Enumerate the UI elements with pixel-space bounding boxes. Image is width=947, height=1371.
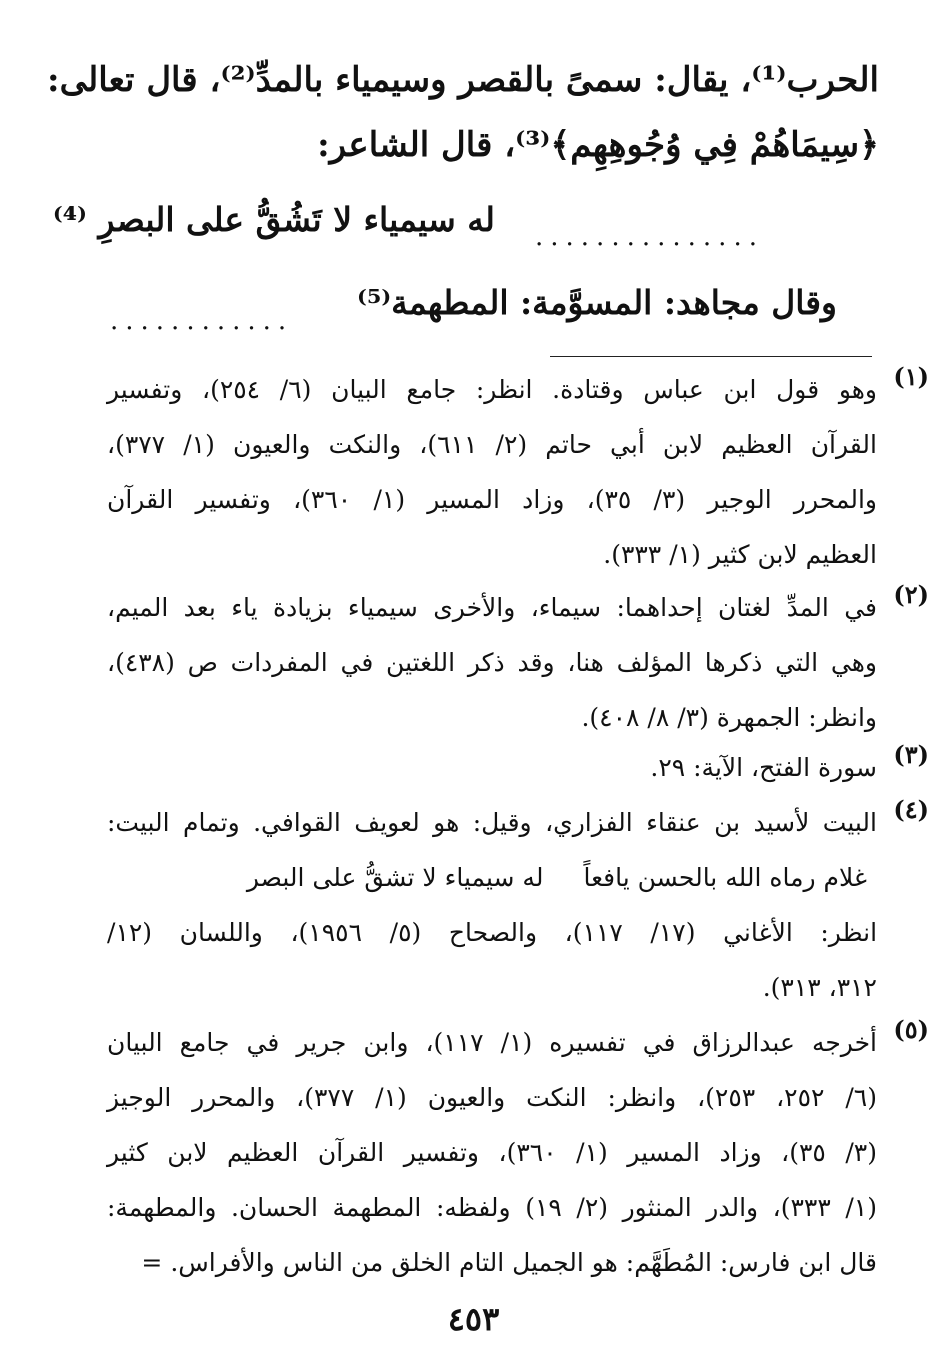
footnote-line: انظر: الأغاني (١٧/ ١١٧)، والصحاح (٥/ ١٩٥٦)، واللسان (١٢/	[107, 918, 878, 947]
footnote-number: (٤)	[893, 795, 929, 824]
footnote-2	[107, 580, 929, 745]
footnote-line: وهو قول ابن عباس وقتادة. انظر: جامع البيان (٦/ ٢٥٤)، وتفسير	[107, 375, 877, 404]
footnote-line: العظيم لابن كثير (١/ ٣٣٣).	[603, 540, 877, 569]
footnote-line: سورة الفتح، الآية: ٢٩.	[650, 753, 877, 782]
footnote-line: في المدِّ لغتان إحداهما: سيماء، والأخرى سيمياء بزيادة ياء بعد الميم،	[107, 593, 877, 622]
footnote-line: قال ابن فارس: المُطَهَّم: هو الجميل التام الخلق من الناس والأفراس. =	[141, 1248, 877, 1277]
mujahid-quote: وقال مجاهد: المسوَّمة: المطهمة⁽⁵⁾	[357, 283, 837, 322]
main-text-line-2: ﴿سِيمَاهُمْ فِي وُجُوهِهِم﴾⁽³⁾، قال الشاعر:	[317, 125, 879, 165]
footnote-line: البيت لأسيد بن عنقاء الفزاري، وقيل: هو لعويف القوافي. وتمام البيت:	[107, 808, 877, 837]
footnote-line: وهي التي ذكرها المؤلف هنا، وقد ذكر اللغتين في المفردات ص (٤٣٨)،	[107, 648, 877, 677]
footnote-number: (٣)	[893, 740, 929, 769]
footnote-1	[107, 362, 929, 582]
footnote-separator	[550, 356, 872, 357]
footnote-number: (١)	[893, 362, 929, 391]
footnote-line: وانظر: الجمهرة (٣/ ٨/ ٤٠٨).	[581, 703, 877, 732]
poem-verse	[107, 850, 877, 905]
page-number: ٤٥٣	[447, 1300, 500, 1338]
footnote-number: (٢)	[893, 580, 929, 609]
footnote-line: القرآن العظيم لابن أبي حاتم (٢/ ٦١١)، والنكت والعيون (١/ ٣٧٧)،	[107, 430, 877, 459]
poem-second-hemistich: له سيمياء لا تشقُّ على البصر	[246, 863, 544, 892]
footnote-number: (٥)	[893, 1015, 929, 1044]
footnote-4	[107, 795, 929, 1015]
main-text-line-1: الحرب⁽¹⁾، يقال: سمىً بالقصر وسيمياء بالمدِّ⁽²⁾، قال تعالى:	[47, 60, 879, 100]
footnote-line: ٣١٢، ٣١٣).	[762, 973, 877, 1002]
footnote-5	[107, 1015, 929, 1290]
footnote-line: والمحرر الوجير (٣/ ٣٥)، وزاد المسير (١/ ٣٦٠)، وتفسير القرآن	[107, 485, 878, 514]
verse-ellipsis: ...............	[535, 222, 764, 252]
quote-ellipsis: ............	[110, 306, 294, 336]
poem-first-hemistich: غلام رماه الله بالحسن يافعاً	[583, 863, 867, 892]
footnote-line: أخرجه عبدالرزاق في تفسيره (١/ ١١٧)، وابن جرير في جامع البيان	[107, 1028, 877, 1057]
footnote-3	[107, 740, 929, 795]
footnote-line: (٣/ ٣٥)، وزاد المسير (١/ ٣٦٠)، وتفسير القرآن العظيم لابن كثير	[107, 1138, 877, 1167]
footnote-line: (٦/ ٢٥٢، ٢٥٣)، وانظر: النكت والعيون (١/ ٣٧٧)، والمحرر الوجيز	[107, 1083, 877, 1112]
poetry-hemistich: له سيمياء لا تَشُقُّ على البصرِ ⁽⁴⁾	[52, 200, 495, 239]
footnote-line: (١/ ٣٣٣)، والدر المنثور (٢/ ١٩) ولفظه: المطهمة الحسان. والمطهمة:	[107, 1193, 877, 1222]
